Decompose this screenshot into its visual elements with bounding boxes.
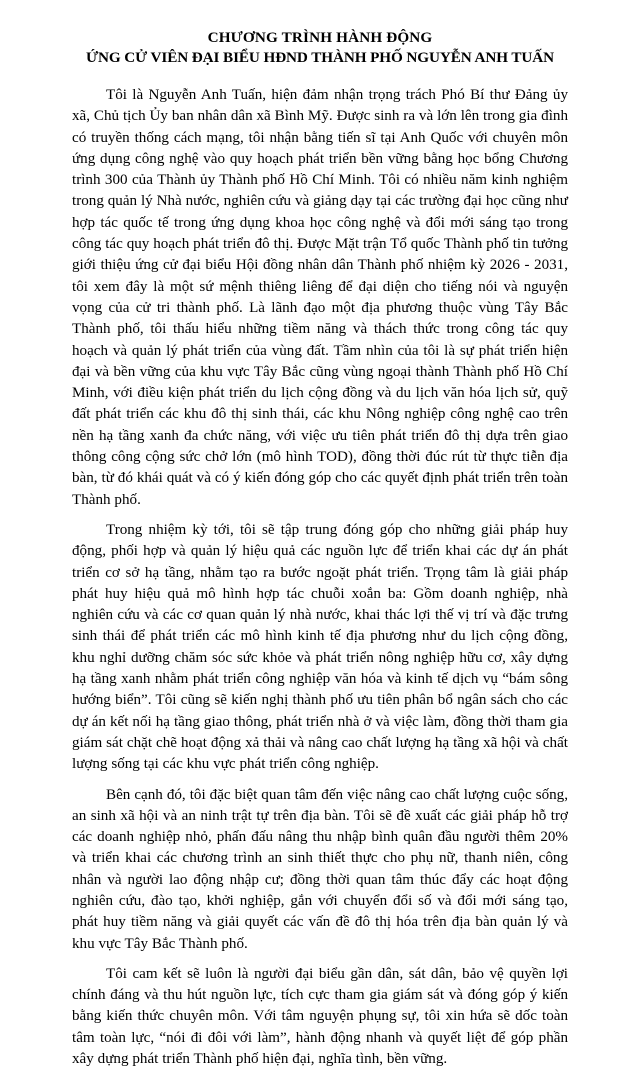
- paragraph-3: Bên cạnh đó, tôi đặc biệt quan tâm đến việc nâng cao chất lượng cuộc sống, an sinh xã hội và an ninh trật tự trên địa bàn. Tôi sẽ đề xuất các giải pháp hỗ trợ các doanh nghiệp nhỏ, phấn đấu nâng thu nhập bình quân đầu người thêm 20% và triển khai các chương trình an sinh thiết thực cho phụ nữ, thanh niên, công nhân và người lao động nhập cư; đồng thời quan tâm thúc đẩy các hoạt động nghiên cứu, đào tạo, khởi nghiệp, gắn với chuyển đổi số và đổi mới sáng tạo, phát huy tiềm năng và giải quyết các vấn đề đô thị hóa trên địa bàn quản lý và khu vực Tây Bắc Thành phố.: [72, 786, 568, 952]
- document-title-line-2: ỨNG CỬ VIÊN ĐẠI BIỂU HĐND THÀNH PHỐ NGUYỄN ANH TUẤN: [85, 48, 554, 66]
- document-title-line-1: CHƯƠNG TRÌNH HÀNH ĐỘNG: [207, 29, 433, 46]
- paragraph-1: Tôi là Nguyễn Anh Tuấn, hiện đảm nhận trọng trách Phó Bí thư Đảng ủy xã, Chủ tịch Ủy ban nhân dân xã Bình Mỹ. Được sinh ra và lớn lên trong gia đình có truyền thống cách mạng, tôi nhận bằng tiến sĩ tại Anh Quốc với chuyên môn ứng dụng công nghệ vào quy hoạch phát triển bền vững bằng học bổng Chương trình 300 của Thành ủy Thành phố Hồ Chí Minh. Tôi có nhiều năm kinh nghiệm trong quản lý Nhà nước, nghiên cứu và giảng dạy tại các trường đại học cũng như hợp tác quốc tế trong ứng dụng khoa học công nghệ và đổi mới sáng tạo trong công tác quy hoạch phát triển đô thị. Được Mặt trận Tổ quốc Thành phố tin tưởng giới thiệu ứng cử đại biểu Hội đồng nhân dân Thành phố nhiệm kỳ 2026 - 2031, tôi xem đây là một sứ mệnh thiêng liêng để đại diện cho tiếng nói và nguyện vọng của cử tri thành phố. Là lãnh đạo một địa phương thuộc vùng Tây Bắc Thành phố, tôi thấu hiểu những tiềm năng và thách thức trong công tác quy hoạch và quản lý phát triển của vùng đất. Tầm nhìn của tôi là sự phát triển hiện đại và bền vững của khu vực Tây Bắc cũng vùng ngoại thành Thành phố Hồ Chí Minh, với điều kiện phát triển du lịch cộng đồng và du lịch văn hóa lịch sử, quỹ đất phát triển các khu đô thị sinh thái, các khu Nông nghiệp công nghệ cao trên nền hạ tầng xanh đa chức năng, với việc ưu tiên phát triển đô thị dựa trên giao thông công cộng sức chở lớn (mô hình TOD), đồng thời đúc rút từ thực tiễn địa bàn, từ đó khái quát và có ý kiến đóng góp cho các quyết định phát triển trên toàn Thành phố.: [72, 87, 568, 508]
- paragraph-2: Trong nhiệm kỳ tới, tôi sẽ tập trung đóng góp cho những giải pháp huy động, phối hợp và quản lý hiệu quả các nguồn lực để triển khai các dự án phát triển cơ sở hạ tầng, nhằm tạo ra bước ngoặt phát triển. Trọng tâm là giải pháp phát huy hiệu quả mô hình hợp tác chuỗi xoắn ba: Gồm doanh nghiệp, nhà nghiên cứu và các cơ quan quản lý nhà nước, khai thác lợi thế vị trí và đặc trưng sinh thái để phát triển các mô hình kinh tế địa phương như du lịch cộng đồng, khu nghỉ dưỡng chăm sóc sức khỏe và phát triển nông nghiệp hữu cơ, xây dựng hạ tầng xanh nhằm phát triển công nghiệp văn hóa và kinh tế dịch vụ “bám sông hướng biển”. Tôi cũng sẽ kiến nghị thành phố ưu tiên phân bổ ngân sách cho các dự án kết nối hạ tầng giao thông, phát triển nhà ở và việc làm, đồng thời tham gia giám sát chặt chẽ hoạt động xả thải và nâng cao chất lượng hạ tầng xã hội và chất lượng sống tại các khu vực phát triển công nghiệp.: [72, 521, 568, 773]
- document-title-block: [72, 28, 568, 67]
- paragraph-4: Tôi cam kết sẽ luôn là người đại biểu gần dân, sát dân, bảo vệ quyền lợi chính đáng và thu hút nguồn lực, tích cực tham gia giám sát và đóng góp ý kiến bằng kiến thức chuyên môn. Với tâm nguyện phụng sự, tôi xin hứa sẽ dốc toàn tâm toàn lực, “nói đi đôi với làm”, hành động nhanh và quyết liệt để góp phần xây dựng phát triển Thành phố hiện đại, nghĩa tình, bền vững.: [72, 965, 568, 1068]
- document-body: [72, 85, 568, 1070]
